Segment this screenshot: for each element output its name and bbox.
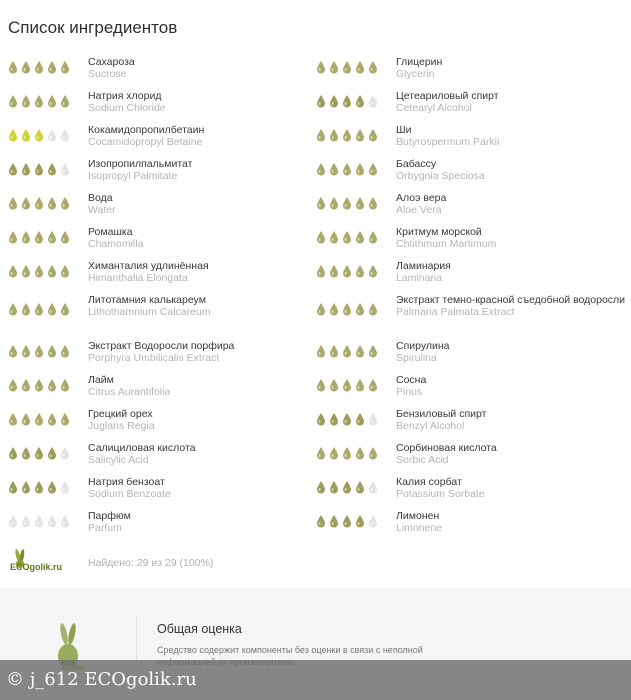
ingredient-name-latin: Salicylic Acid — [88, 454, 149, 466]
ingredient-names — [88, 124, 318, 148]
rating-drop-icon — [368, 264, 378, 278]
ingredient-name-ru: Кокамидопропилбетаин — [88, 124, 205, 136]
ingredient-name-ru: Парфюм — [88, 510, 131, 522]
rating-drop-icon — [60, 196, 70, 210]
ingredient-rating — [316, 128, 381, 142]
rating-drop-icon — [355, 480, 365, 494]
ingredients-column-left — [8, 52, 320, 540]
rating-drop-icon — [342, 128, 352, 142]
ingredient-names — [396, 408, 626, 432]
ingredient-item[interactable] — [8, 404, 320, 438]
ingredient-name-latin: Water — [88, 204, 116, 216]
ingredient-name-latin: Chamomilla — [88, 238, 144, 250]
rating-drop-icon — [47, 128, 57, 142]
rating-drop-icon — [355, 230, 365, 244]
rating-drop-icon — [21, 162, 31, 176]
rating-drop-icon — [47, 162, 57, 176]
ingredient-name-latin: Glycerin — [396, 68, 435, 80]
ingredient-names — [396, 476, 626, 500]
copyright-watermark — [0, 660, 631, 700]
rating-drop-icon — [342, 230, 352, 244]
rating-drop-icon — [355, 162, 365, 176]
ingredient-name-ru: Сосна — [396, 374, 427, 386]
rating-drop-icon — [329, 344, 339, 358]
rabbit-logo-icon[interactable] — [8, 544, 78, 574]
found-summary — [8, 544, 408, 578]
ingredient-rating — [316, 302, 381, 316]
rating-drop-icon — [47, 378, 57, 392]
rating-drop-icon — [21, 302, 31, 316]
rating-drop-icon — [21, 94, 31, 108]
ingredient-item[interactable] — [8, 256, 320, 290]
ingredient-names — [396, 192, 626, 216]
rating-drop-icon — [8, 480, 18, 494]
ingredient-name-ru: Изопропилпальмитат — [88, 158, 193, 170]
rating-drop-icon — [355, 94, 365, 108]
rating-drop-icon — [60, 514, 70, 528]
rating-drop-icon — [21, 412, 31, 426]
rating-drop-icon — [8, 378, 18, 392]
ingredient-name-latin: Porphyra Umbilicalis Extract — [88, 352, 220, 364]
ingredient-item[interactable] — [8, 52, 320, 86]
ingredient-rating — [8, 196, 73, 210]
rating-drop-icon — [316, 446, 326, 460]
page-title: Список ингредиентов — [8, 18, 178, 37]
ingredient-item[interactable] — [316, 188, 628, 222]
rating-drop-icon — [329, 302, 339, 316]
ingredient-name-ru: Грецкий орех — [88, 408, 153, 420]
ingredient-rating — [8, 264, 73, 278]
ingredient-name-ru: Ши — [396, 124, 412, 136]
rating-drop-icon — [368, 230, 378, 244]
ingredient-name-ru: Калия сорбат — [396, 476, 462, 488]
rating-drop-icon — [368, 480, 378, 494]
rating-drop-icon — [60, 128, 70, 142]
rating-drop-icon — [368, 196, 378, 210]
ingredient-rating — [8, 514, 73, 528]
rating-drop-icon — [34, 60, 44, 74]
rating-drop-icon — [316, 94, 326, 108]
rating-drop-icon — [342, 514, 352, 528]
rating-drop-icon — [355, 412, 365, 426]
ingredient-rating — [316, 264, 381, 278]
rating-drop-icon — [34, 514, 44, 528]
rating-drop-icon — [60, 302, 70, 316]
ingredient-name-latin: Limonene — [396, 522, 443, 534]
ingredient-rating — [8, 94, 73, 108]
ingredient-names — [396, 158, 626, 182]
ingredient-item[interactable] — [8, 438, 320, 472]
ingredient-name-latin: Potassium Sorbate — [396, 488, 485, 500]
rating-drop-icon — [342, 264, 352, 278]
ingredient-names — [396, 294, 626, 318]
ingredient-name-latin: Lithothamnium Calcareum — [88, 306, 211, 318]
rating-drop-icon — [355, 446, 365, 460]
ingredient-rating — [316, 162, 381, 176]
ingredient-names — [88, 192, 318, 216]
ingredient-item[interactable] — [316, 256, 628, 290]
rating-drop-icon — [21, 60, 31, 74]
rating-drop-icon — [316, 412, 326, 426]
rating-drop-icon — [21, 344, 31, 358]
ingredient-names — [396, 90, 626, 114]
ingredient-name-ru: Салициловая кислота — [88, 442, 196, 454]
ingredient-item[interactable] — [316, 222, 628, 256]
ingredient-names — [396, 442, 626, 466]
found-count: Найдено: 29 из 29 (100%) — [88, 557, 214, 569]
ingredient-item[interactable] — [8, 154, 320, 188]
rating-drop-icon — [8, 514, 18, 528]
overall-description: Средство содержит компоненты без оценки в связи с неполной — [157, 645, 423, 655]
rating-drop-icon — [329, 94, 339, 108]
rating-drop-icon — [368, 446, 378, 460]
ingredient-name-ru: Цетеариловый спирт — [396, 90, 499, 102]
ingredient-item[interactable] — [8, 86, 320, 120]
rating-drop-icon — [368, 94, 378, 108]
rating-drop-icon — [21, 514, 31, 528]
ingredient-rating — [8, 344, 73, 358]
ingredient-name-ru: Сорбиновая кислота — [396, 442, 497, 454]
ingredient-name-latin: Parfum — [88, 522, 122, 534]
ingredient-name-ru: Сахароза — [88, 56, 135, 68]
rating-drop-icon — [34, 230, 44, 244]
rating-drop-icon — [329, 230, 339, 244]
rating-drop-icon — [47, 264, 57, 278]
rating-drop-icon — [342, 302, 352, 316]
rating-drop-icon — [34, 480, 44, 494]
rating-drop-icon — [8, 196, 18, 210]
rating-drop-icon — [368, 60, 378, 74]
ingredients-column-right — [316, 52, 628, 540]
rating-drop-icon — [316, 302, 326, 316]
rating-drop-icon — [60, 264, 70, 278]
ingredient-item[interactable] — [316, 86, 628, 120]
ingredient-name-ru: Химанталия удлинённая — [88, 260, 209, 272]
rating-drop-icon — [368, 344, 378, 358]
rating-drop-icon — [316, 60, 326, 74]
ingredient-item[interactable] — [8, 370, 320, 404]
rating-drop-icon — [8, 230, 18, 244]
ingredient-names — [88, 226, 318, 250]
rating-drop-icon — [60, 60, 70, 74]
rating-drop-icon — [342, 446, 352, 460]
ingredient-names — [88, 442, 318, 466]
rating-drop-icon — [329, 128, 339, 142]
ingredient-item[interactable] — [8, 188, 320, 222]
ingredient-item[interactable] — [316, 438, 628, 472]
rating-drop-icon — [316, 514, 326, 528]
rating-drop-icon — [342, 378, 352, 392]
ingredient-rating — [316, 446, 381, 460]
ingredient-name-latin: Cocamidopropyl Betaine — [88, 136, 203, 148]
rating-drop-icon — [368, 302, 378, 316]
ingredient-item[interactable] — [316, 336, 628, 370]
ingredient-rating — [8, 230, 73, 244]
ingredient-name-ru: Бабассу — [396, 158, 437, 170]
rating-drop-icon — [47, 446, 57, 460]
rating-drop-icon — [355, 378, 365, 392]
rating-drop-icon — [8, 446, 18, 460]
ingredient-name-latin: Pinus — [396, 386, 423, 398]
rating-drop-icon — [329, 162, 339, 176]
ingredient-name-ru: Лайм — [88, 374, 114, 386]
watermark-text: © j_612 ECOgolik.ru — [6, 669, 197, 690]
rating-drop-icon — [342, 480, 352, 494]
ingredient-item[interactable] — [8, 222, 320, 256]
ingredient-name-ru: Ламинария — [396, 260, 451, 272]
rating-drop-icon — [329, 412, 339, 426]
ingredient-names — [88, 476, 318, 500]
ingredient-names — [88, 374, 318, 398]
ingredient-rating — [316, 514, 381, 528]
rating-drop-icon — [329, 378, 339, 392]
rating-drop-icon — [34, 446, 44, 460]
rating-drop-icon — [316, 196, 326, 210]
ingredient-item[interactable] — [316, 290, 628, 336]
ingredient-name-latin: Aloe Vera — [396, 204, 442, 216]
rating-drop-icon — [34, 412, 44, 426]
rating-drop-icon — [342, 60, 352, 74]
ingredient-name-ru: Ромашка — [88, 226, 133, 238]
rating-drop-icon — [355, 196, 365, 210]
rating-drop-icon — [368, 514, 378, 528]
ingredient-rating — [8, 302, 73, 316]
rating-drop-icon — [8, 344, 18, 358]
ingredient-names — [396, 260, 626, 284]
ingredient-name-latin: Sodium Chloride — [88, 102, 166, 114]
ingredient-name-latin: Chtithmum Martimum — [396, 238, 497, 250]
rating-drop-icon — [47, 94, 57, 108]
rating-drop-icon — [34, 162, 44, 176]
rating-drop-icon — [60, 230, 70, 244]
ingredient-names — [396, 510, 626, 534]
rating-drop-icon — [34, 196, 44, 210]
rating-drop-icon — [355, 128, 365, 142]
rating-drop-icon — [8, 162, 18, 176]
ingredient-name-latin: Laminaria — [396, 272, 443, 284]
rating-drop-icon — [60, 378, 70, 392]
ingredient-name-latin: Benzyl Alcohol — [396, 420, 465, 432]
ingredient-name-latin: Isopropyl Palmitate — [88, 170, 178, 182]
rating-drop-icon — [34, 128, 44, 142]
rating-drop-icon — [8, 264, 18, 278]
ingredient-rating — [8, 480, 73, 494]
rating-drop-icon — [355, 302, 365, 316]
ingredient-rating — [316, 412, 381, 426]
rating-drop-icon — [316, 344, 326, 358]
rating-drop-icon — [34, 378, 44, 392]
ingredient-name-ru: Экстракт темно-красной съедобной водоросли — [396, 294, 626, 306]
ingredient-names — [88, 510, 318, 534]
rating-drop-icon — [21, 446, 31, 460]
rating-drop-icon — [316, 230, 326, 244]
rating-drop-icon — [329, 514, 339, 528]
ingredient-name-ru: Литотамния калькареум — [88, 294, 206, 306]
ingredient-item[interactable] — [8, 336, 320, 370]
ingredient-name-ru: Натрия хлорид — [88, 90, 162, 102]
ingredient-rating — [8, 60, 73, 74]
ingredient-item[interactable] — [8, 506, 320, 540]
ingredient-name-latin: Juglans Regia — [88, 420, 155, 432]
ingredient-rating — [316, 378, 381, 392]
ingredient-names — [396, 56, 626, 80]
ingredient-name-latin: Cetearyl Alcohol — [396, 102, 472, 114]
ingredient-name-latin: Citrus Aurantifolia — [88, 386, 171, 398]
ingredient-rating — [316, 196, 381, 210]
rating-drop-icon — [47, 196, 57, 210]
rating-drop-icon — [60, 446, 70, 460]
logo-text: ECOgolik.ru — [10, 562, 63, 572]
rating-drop-icon — [329, 480, 339, 494]
ingredient-name-ru: Глицерин — [396, 56, 443, 68]
rating-drop-icon — [21, 378, 31, 392]
rating-drop-icon — [368, 412, 378, 426]
rating-drop-icon — [47, 412, 57, 426]
ingredient-item[interactable] — [316, 370, 628, 404]
ingredient-names — [88, 408, 318, 432]
rating-drop-icon — [329, 264, 339, 278]
rating-drop-icon — [47, 514, 57, 528]
rating-drop-icon — [34, 302, 44, 316]
ingredient-names — [396, 374, 626, 398]
rating-drop-icon — [342, 344, 352, 358]
ingredient-rating — [316, 94, 381, 108]
rating-drop-icon — [8, 128, 18, 142]
ingredient-names — [88, 340, 318, 364]
ingredient-name-ru: Критмум морской — [396, 226, 482, 238]
rating-drop-icon — [329, 446, 339, 460]
ingredient-rating — [316, 60, 381, 74]
rating-drop-icon — [47, 60, 57, 74]
rating-drop-icon — [329, 60, 339, 74]
ingredient-rating — [8, 446, 73, 460]
rating-drop-icon — [34, 344, 44, 358]
ingredient-name-ru: Лимонен — [396, 510, 440, 522]
rating-drop-icon — [8, 60, 18, 74]
ingredient-name-ru: Натрия бензоат — [88, 476, 165, 488]
ingredient-rating — [8, 378, 73, 392]
ingredient-rating — [8, 412, 73, 426]
rating-drop-icon — [34, 264, 44, 278]
rating-drop-icon — [60, 162, 70, 176]
rating-drop-icon — [316, 480, 326, 494]
rating-drop-icon — [342, 94, 352, 108]
ingredient-name-ru: Бензиловый спирт — [396, 408, 487, 420]
ingredient-name-latin: Himanthalia Elongata — [88, 272, 188, 284]
rating-drop-icon — [21, 480, 31, 494]
ingredient-rating — [8, 128, 73, 142]
ingredient-names — [396, 124, 626, 148]
ingredient-name-ru: Вода — [88, 192, 113, 204]
ingredient-item[interactable] — [316, 120, 628, 154]
ingredient-name-latin: Sorbic Acid — [396, 454, 449, 466]
ingredient-item[interactable] — [316, 52, 628, 86]
rating-drop-icon — [355, 344, 365, 358]
rating-drop-icon — [21, 196, 31, 210]
rating-drop-icon — [47, 230, 57, 244]
rating-drop-icon — [316, 162, 326, 176]
ingredient-rating — [316, 344, 381, 358]
overall-title: Общая оценка — [157, 622, 242, 636]
ingredient-name-latin: Sucrose — [88, 68, 127, 80]
ingredient-rating — [8, 162, 73, 176]
ingredient-names — [396, 226, 626, 250]
rating-drop-icon — [60, 480, 70, 494]
ingredient-names — [88, 90, 318, 114]
rating-drop-icon — [368, 162, 378, 176]
rating-drop-icon — [342, 162, 352, 176]
rating-drop-icon — [368, 378, 378, 392]
ingredient-name-ru: Алоэ вера — [396, 192, 447, 204]
rating-drop-icon — [60, 344, 70, 358]
ingredient-item[interactable] — [8, 472, 320, 506]
rating-drop-icon — [34, 94, 44, 108]
ingredient-name-ru: Экстракт Водоросли порфира — [88, 340, 235, 352]
rating-drop-icon — [316, 128, 326, 142]
ingredient-rating — [316, 230, 381, 244]
rating-drop-icon — [368, 128, 378, 142]
rating-drop-icon — [355, 60, 365, 74]
ingredient-names — [88, 158, 318, 182]
rating-drop-icon — [21, 264, 31, 278]
rating-drop-icon — [329, 196, 339, 210]
ingredient-item[interactable] — [316, 154, 628, 188]
ingredient-name-ru: Спирулина — [396, 340, 450, 352]
rating-drop-icon — [355, 514, 365, 528]
rating-drop-icon — [21, 128, 31, 142]
rating-drop-icon — [8, 94, 18, 108]
rating-drop-icon — [316, 378, 326, 392]
ingredient-name-latin: Sodium Benzoate — [88, 488, 171, 500]
ingredient-name-latin: Palmaria Palmata Extract — [396, 306, 515, 318]
ingredient-item[interactable] — [8, 120, 320, 154]
rating-drop-icon — [8, 302, 18, 316]
ingredient-names — [396, 340, 626, 364]
rating-drop-icon — [342, 412, 352, 426]
ingredient-name-latin: Spirulina — [396, 352, 437, 364]
ingredient-item[interactable] — [316, 472, 628, 506]
rating-drop-icon — [60, 94, 70, 108]
rating-drop-icon — [355, 264, 365, 278]
rating-drop-icon — [47, 480, 57, 494]
ingredient-item[interactable] — [8, 290, 320, 336]
ingredient-names — [88, 56, 318, 80]
rating-drop-icon — [47, 302, 57, 316]
ingredient-rating — [316, 480, 381, 494]
ingredient-item[interactable] — [316, 404, 628, 438]
ingredient-name-latin: Orbygnia Speciosa — [396, 170, 485, 182]
rating-drop-icon — [342, 196, 352, 210]
ingredient-item[interactable] — [316, 506, 628, 540]
rating-drop-icon — [60, 412, 70, 426]
rating-drop-icon — [21, 230, 31, 244]
ingredient-name-latin: Butyrospermum Parkii — [396, 136, 500, 148]
rating-drop-icon — [8, 412, 18, 426]
rating-drop-icon — [47, 344, 57, 358]
ingredient-names — [88, 260, 318, 284]
ingredient-names — [88, 294, 318, 318]
rating-drop-icon — [316, 264, 326, 278]
